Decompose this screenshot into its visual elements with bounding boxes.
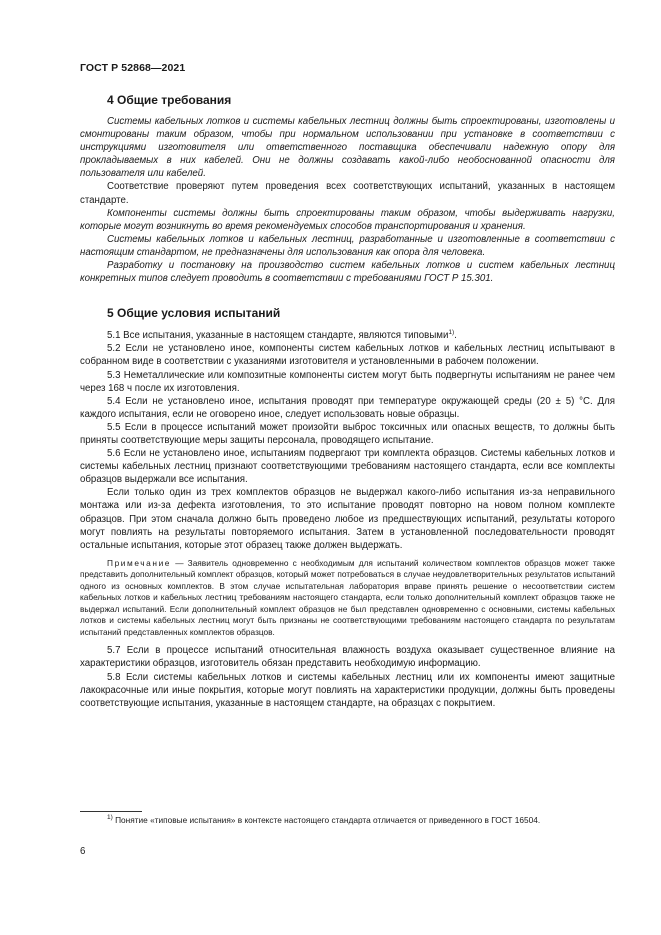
section-5-title: 5 Общие условия испытаний bbox=[107, 306, 281, 321]
page-body bbox=[80, 93, 615, 710]
note-label: Примечание bbox=[107, 557, 172, 568]
clause-5-6-continuation: Если только один из трех комплектов образцов не выдержал какого-либо испытания из-за неправильного монтажа или из-за дефекта изготовления, то это испытание проводят повторно на новом полном комплекте образцов. При этом сначала должно быть проведено любое из предшествующих испытаний, результаты которого могут повлиять на результаты повторяемого испытания. Затем в установленной последовательности проводят остальные испытания, которые этот образец также должен выдержать. bbox=[80, 487, 615, 551]
clause-5-1-text: 5.1 Все испытания, указанные в настоящем стандарте, являются типовыми bbox=[107, 330, 449, 342]
section-4-paragraph-4: Системы кабельных лотков и кабельных лестниц, разработанные и изготовленные в соответствии с настоящим стандартом, не предназначены для использования как опора для человека. bbox=[80, 233, 615, 258]
section-4-paragraph-5: Разработку и постановку на производство систем кабельных лотков и систем кабельных лестниц конкретных типов следует проводить в соответствии с требованиями ГОСТ Р 15.301. bbox=[80, 260, 615, 285]
note-block bbox=[80, 558, 615, 639]
note-paragraph bbox=[80, 558, 615, 639]
clause-5-4: 5.4 Если не установлено иное, испытания проводят при температуре окружающей среды (20 ± 5) °С. Для каждого испытания, если не оговорено иное, следует использовать новые образцы. bbox=[80, 395, 615, 420]
section-4-paragraph-2: Соответствие проверяют путем проведения всех соответствующих испытаний, указанных в настоящем стандарте. bbox=[80, 181, 615, 206]
page-header-standard: ГОСТ Р 52868—2021 bbox=[80, 62, 186, 74]
section-4-paragraph-3: Компоненты системы должны быть спроектированы таким образом, чтобы выдерживать нагрузки, которые могут возникнуть во время рекомендуемых способов транспортирования и хранения. bbox=[80, 207, 615, 232]
note-text: — Заявитель одновременно с необходимым для испытаний количеством комплектов образцов может также представить дополнительный комплект образцов, который может потребоваться в случае неудовлетворительных результатов испытаний одного из основных комплектов. В этом случае испытательная лаборатория вправе принять решение о несоответствии систем кабельных лотков и кабельных лестниц требованиям настоящего стандарта, если только дополнительный комплект образцов также не выдержал испытаний. Если дополнительный комплект образцов не был представлен одновременно с основными, системы кабельных лотков и системы кабельных лестниц могут быть признаны не соответствующими требованиям настоящего стандарта по результатам испытаний представленных комплектов образцов. bbox=[80, 557, 615, 637]
section-4-title: 4 Общие требования bbox=[107, 93, 232, 107]
clause-5-3: 5.3 Неметаллические или композитные компоненты систем могут быть подвергнуты испытаниям не ранее чем через 168 ч после их изготовления. bbox=[80, 369, 615, 394]
clause-5-5: 5.5 Если в процессе испытаний может произойти выброс токсичных или опасных веществ, то должны быть приняты соответствующие меры защиты персонала, проводящего испытание. bbox=[80, 421, 615, 446]
page-number: 6 bbox=[80, 846, 86, 857]
footnote-mark: 1) bbox=[107, 814, 113, 822]
section-5 bbox=[80, 306, 615, 710]
footnote-reference: 1) bbox=[448, 328, 455, 336]
footnote-divider bbox=[80, 811, 142, 812]
clause-5-7: 5.7 Если в процессе испытаний относительная влажность воздуха оказывает существенное влияние на характеристики образцов, изготовитель обязан представить необходимую информацию. bbox=[80, 645, 615, 670]
clause-5-6: 5.6 Если не установлено иное, испытаниям подвергают три комплекта образцов. Системы кабельных лотков и системы кабельных лестниц признают соответствующими требованиям настоящего стандарта, если все комплекты образцов выдержали все испытания. bbox=[80, 448, 615, 486]
footnote-text: Понятие «типовые испытания» в контексте настоящего стандарта отличается от приведенного в ГОСТ 16504. bbox=[112, 815, 541, 825]
section-4 bbox=[80, 93, 615, 285]
section-4-paragraph-1: Системы кабельных лотков и системы кабельных лестниц должны быть спроектированы, изготовлены и смонтированы таким образом, чтобы при нормальном использовании при установке в соответствии с инструкциями изготовителя или ответственного поставщика обеспечивали надежную опору для прокладываемых в них кабелей. Они не должны создавать какой-либо необоснованной опасности для пользователя или кабелей. bbox=[80, 116, 615, 180]
clause-5-1-end: . bbox=[454, 330, 457, 342]
clause-5-2: 5.2 Если не установлено иное, компоненты систем кабельных лотков и кабельных лестниц испытывают в собранном виде в соответствии с указаниями изготовителя и установленными в рабочем положении. bbox=[80, 343, 615, 368]
footnote bbox=[80, 815, 615, 827]
footnote-paragraph bbox=[80, 815, 615, 827]
clause-5-8: 5.8 Если системы кабельных лотков и системы кабельных лестниц или их компоненты имеют защитные лакокрасочные или иные покрытия, которые могут повлиять на характеристики продукции, должны быть проведены соответствующие испытания, указанные в настоящем стандарте, на образцах с покрытием. bbox=[80, 671, 615, 709]
clause-5-1 bbox=[80, 329, 615, 342]
